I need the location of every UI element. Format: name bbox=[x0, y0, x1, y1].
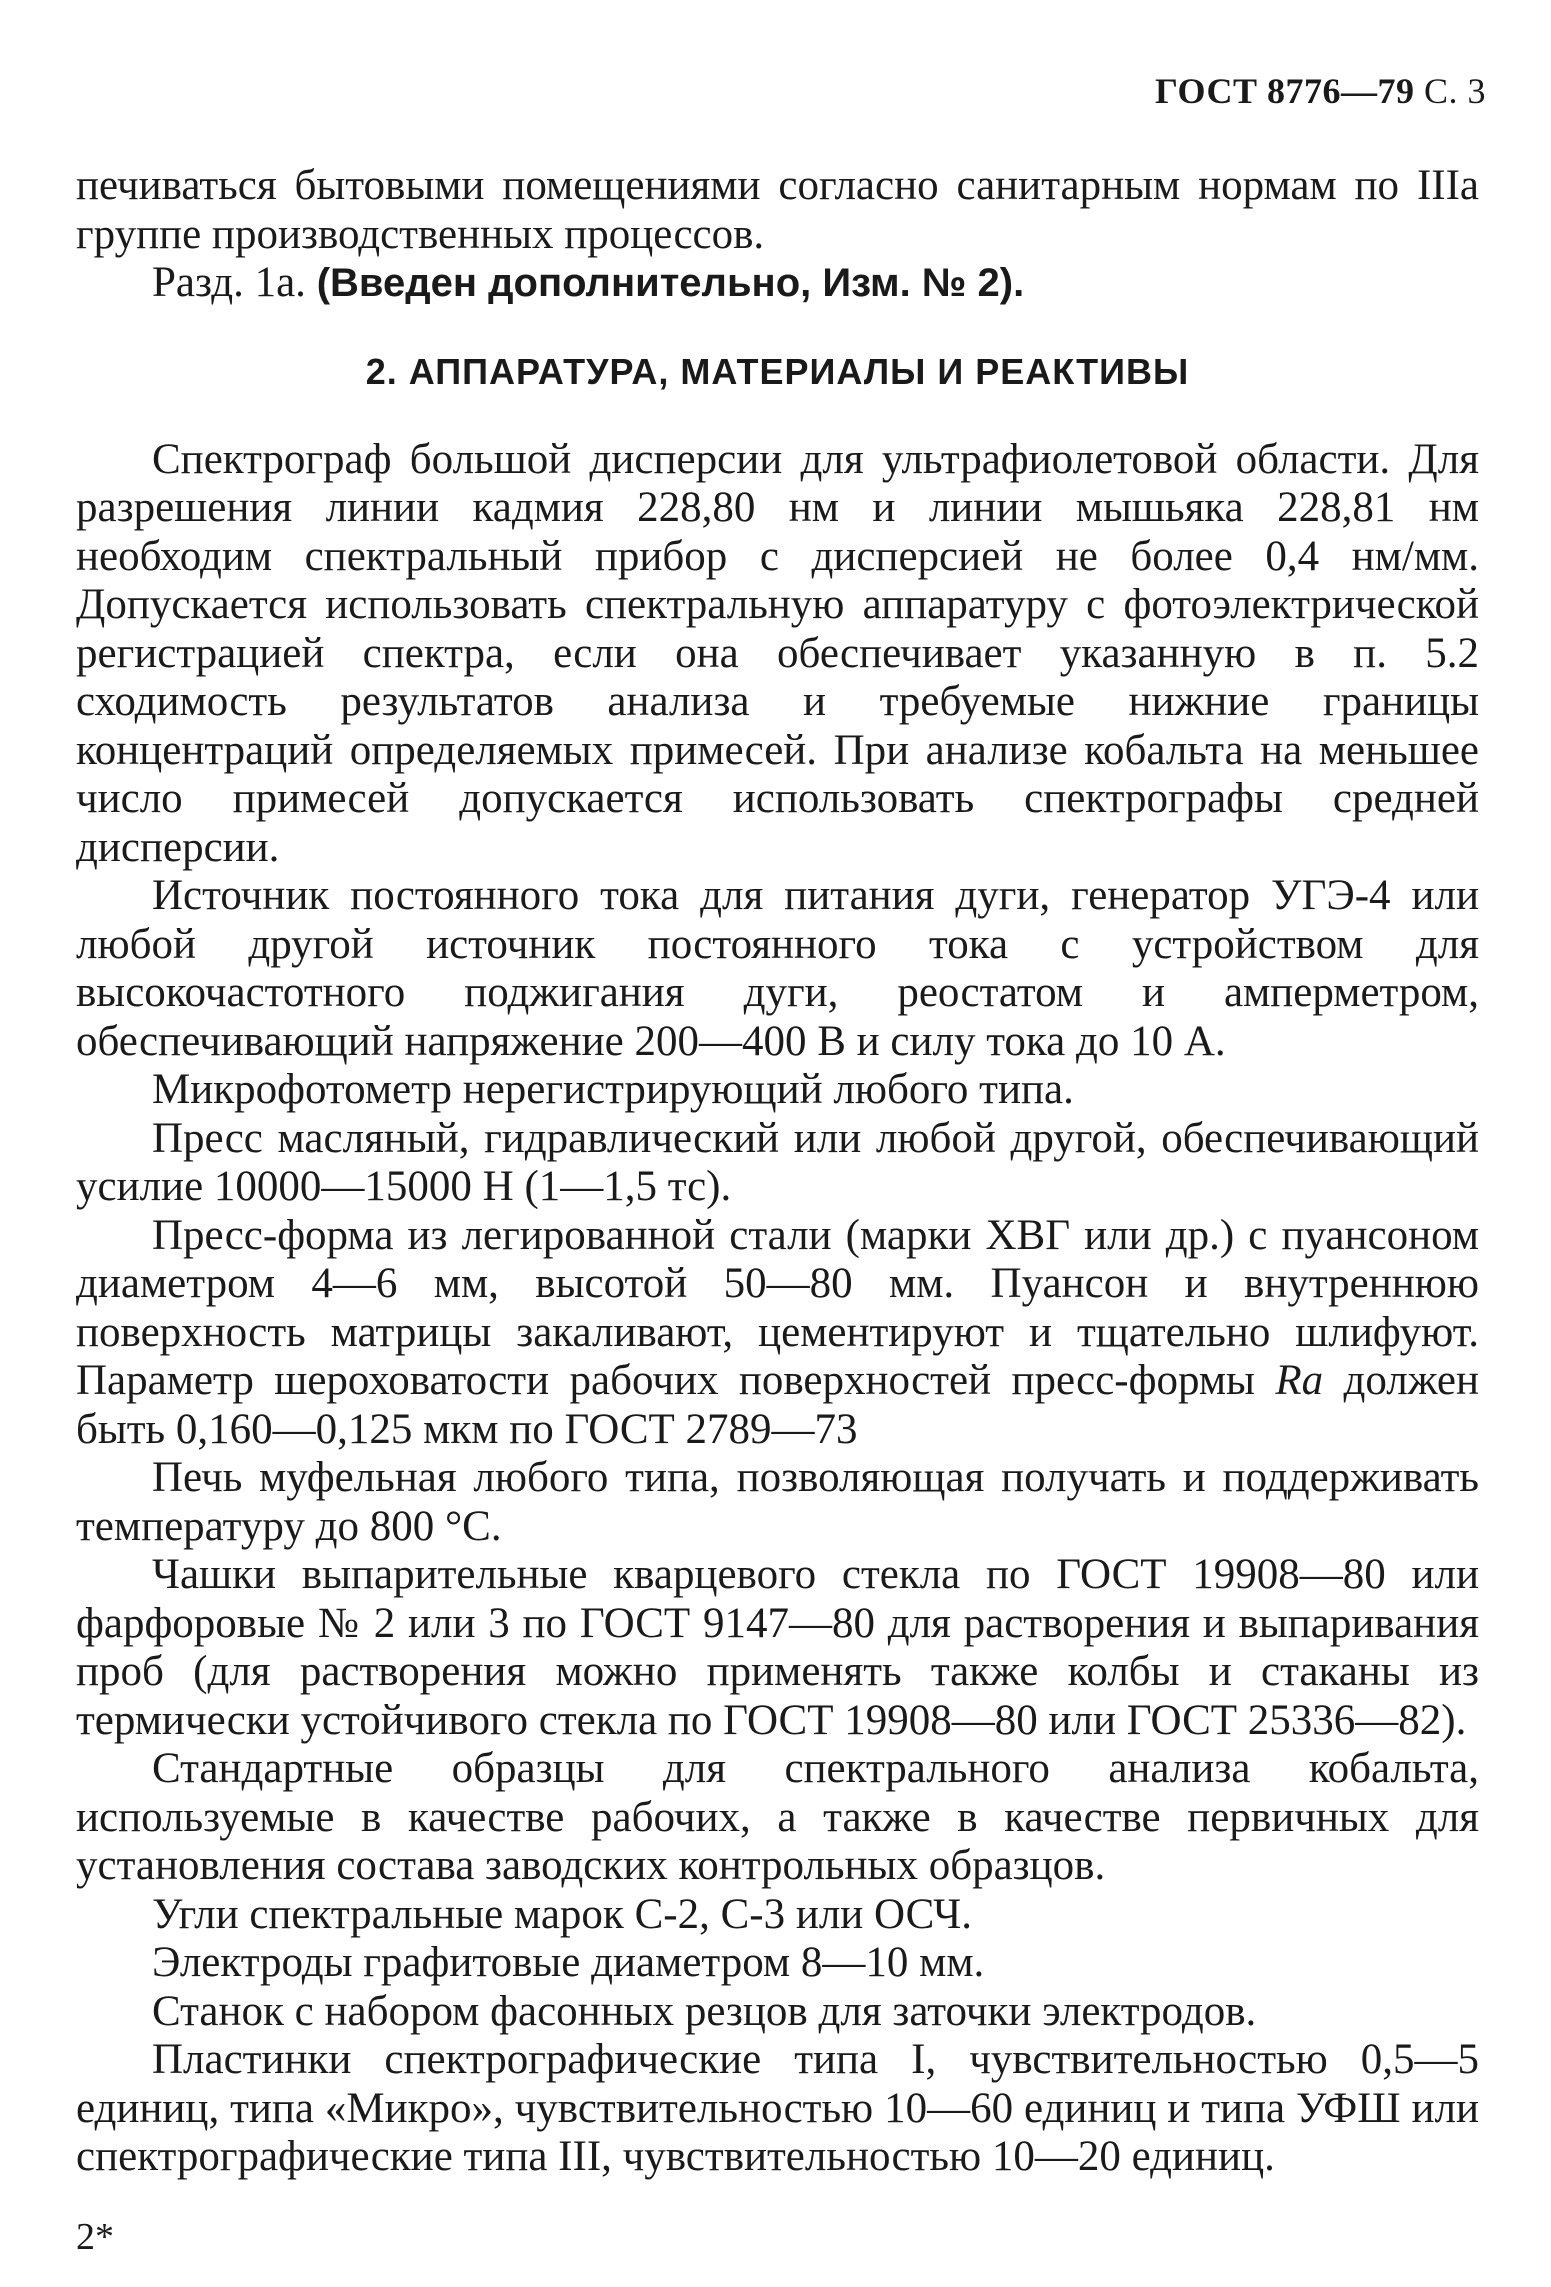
paragraph-dishes: Чашки выпарительные кварцевого стекла по ГОСТ 19908—80 или фарфоровые № 2 или 3 по ГОСТ 9147—80 для растворения и выпаривания проб (для растворения можно применять также колбы и стаканы из термически устойчивого стекла по ГОСТ 19908—80 или ГОСТ 25336—82). bbox=[76, 1551, 1479, 1744]
signature-mark: 2* bbox=[76, 2216, 114, 2258]
roughness-symbol: Ra bbox=[1275, 1357, 1324, 1404]
amendment-note: (Введен дополнительно, Изм. № 2). bbox=[316, 261, 1025, 305]
standard-number: ГОСТ 8776—79 bbox=[1155, 71, 1415, 111]
paragraph-press: Пресс масляный, гидравлический или любой другой, обеспечивающий усилие 10000—15000 Н (1—1,5 тс). bbox=[76, 1114, 1479, 1210]
paragraph-standard-samples: Стандартные образцы для спектрального анализа кобальта, используемые в качестве рабочих, а также в качестве первичных для установления состава заводских контрольных образцов. bbox=[76, 1745, 1479, 1889]
paragraph-furnace: Печь муфельная любого типа, позволяющая получать и поддерживать температуру до 800 °С. bbox=[76, 1454, 1479, 1550]
press-form-text-end: должен быть 0,160—0,125 мкм по ГОСТ 2789—73 bbox=[76, 1357, 1480, 1453]
page-header bbox=[1155, 70, 1486, 112]
paragraph-press-form bbox=[76, 1212, 1479, 1455]
paragraph-carbons: Угли спектральные марок С-2, С-3 или ОСЧ. bbox=[152, 1890, 972, 1938]
section-note-paragraph bbox=[76, 259, 1479, 308]
paragraph-microphotometer: Микрофотометр нерегистрирующий любого типа. bbox=[152, 1066, 1074, 1113]
continued-paragraph: печиваться бытовыми помещениями согласно санитарным нормам по IIIа группе производственных процессов. bbox=[76, 162, 1479, 258]
paragraph-lathe: Станок с набором фасонных резцов для заточки электродов. bbox=[152, 1987, 1257, 2035]
page-number: С. 3 bbox=[1423, 71, 1486, 111]
paragraph-spectrograph: Спектрограф большой дисперсии для ультрафиолетовой области. Для разрешения линии кадмия 228,80 нм и линии мышьяка 228,81 нм необходим спектральный прибор с дисперсией не более 0,4 нм/мм. Допускается использовать спектральную аппаратуру с фотоэлектрической регистрацией спектра, если она обеспечивает указанную в п. 5.2 сходимость результатов анализа и требуемые нижние границы концентраций определяемых примесей. При анализе кобальта на меньшее число примесей допускается использовать спектрографы средней дисперсии. bbox=[76, 435, 1479, 871]
press-form-text: Пресс-форма из легированной стали (марки ХВГ или др.) с пуансоном диаметром 4—6 мм, высотой 50—80 мм. Пуансон и внутреннюю поверхность матрицы закаливают, цементируют и тщательно шлифуют. Параметр шероховатости рабочих поверхностей пресс-формы bbox=[76, 1211, 1479, 1404]
paragraph-current-source: Источник постоянного тока для питания дуги, генератор УГЭ-4 или любой другой источник постоянного тока с устройством для высокочастотного поджигания дуги, реостатом и амперметром, обеспечивающий напряжение 200—400 В и силу тока до 10 А. bbox=[76, 872, 1479, 1065]
section-reference: Разд. 1а. bbox=[152, 259, 306, 306]
paragraph-electrodes: Электроды графитовые диаметром 8—10 мм. bbox=[152, 1939, 985, 1986]
paragraph-plates: Пластинки спектрографические типа I, чувствительностью 0,5—5 единиц, типа «Микро», чувствительностью 10—60 единиц и типа УФШ или спектрографические типа III, чувствительностью 10—20 единиц. bbox=[76, 2036, 1479, 2180]
section-title: 2. АППАРАТУРА, МАТЕРИАЛЫ И РЕАКТИВЫ bbox=[365, 350, 1190, 392]
document-body bbox=[76, 162, 1479, 2182]
